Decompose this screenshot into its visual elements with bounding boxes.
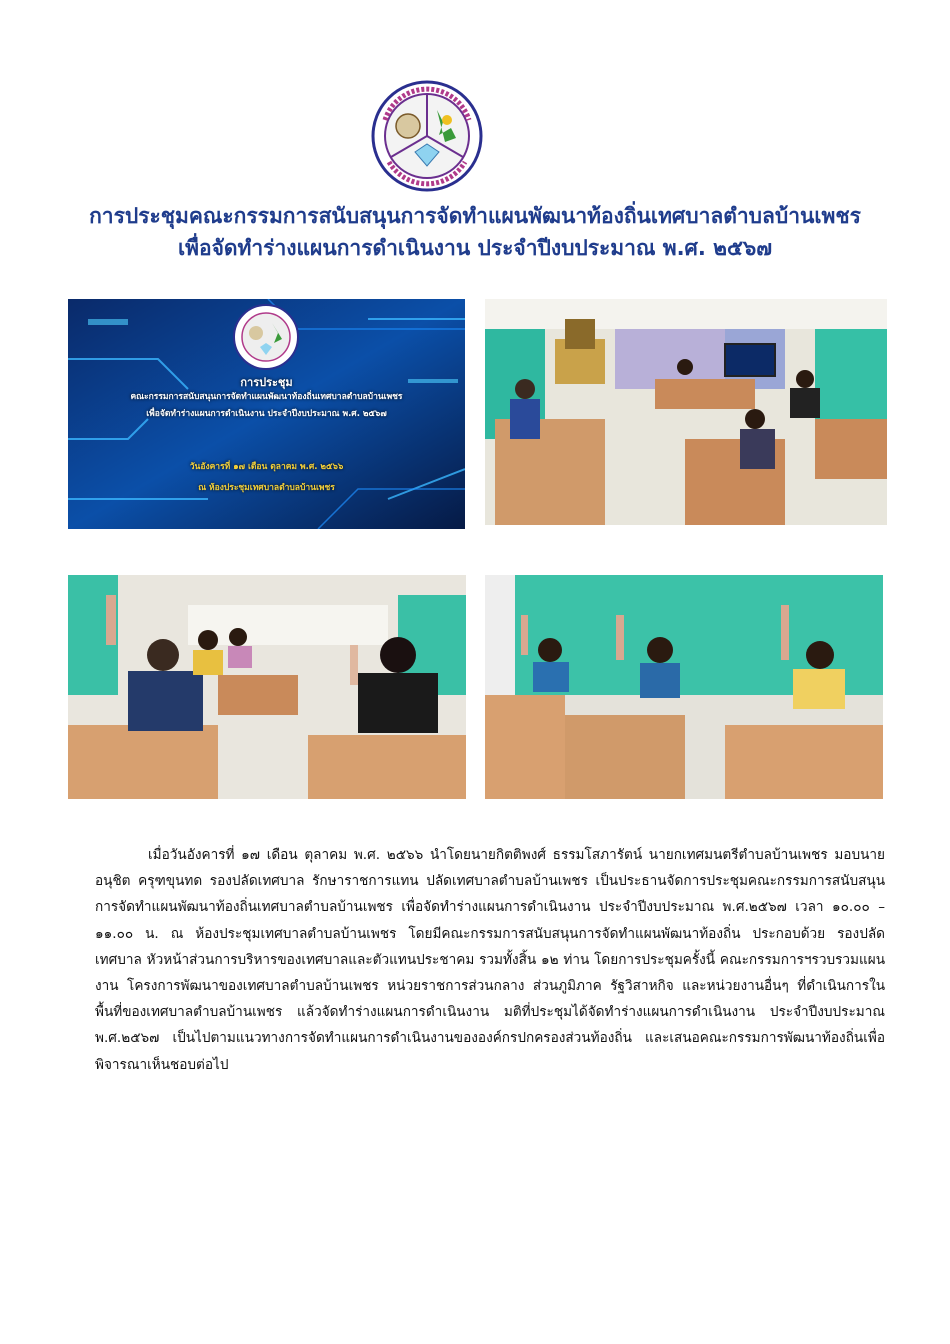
title-line-1: การประชุมคณะกรรมการสนับสนุนการจัดทำแผนพัฒนาท้องถิ่นเทศบาลตำบลบ้านเพชร: [89, 204, 861, 228]
document-title: [40, 200, 910, 264]
photo-members-voting-1: [68, 575, 466, 799]
photo-members-voting-2: [485, 575, 883, 799]
body-paragraph: [95, 842, 885, 1078]
slide-date: วันอังคารที่ ๑๗ เดือน ตุลาคม พ.ศ. ๒๕๖๖: [189, 462, 344, 472]
photo-meeting-room: [485, 299, 887, 525]
slide-heading: การประชุม: [240, 376, 293, 389]
body-paragraph-text: เมื่อวันอังคารที่ ๑๗ เดือน ตุลาคม พ.ศ. ๒๕๖๖ นำโดยนายกิตติพงศ์ ธรรมโสภารัตน์ นายกเทศมนตรีตำบลบ้านเพชร มอบนายอนุชิต ครุฑขุนทด รองปลัดเทศบาล รักษาราชการแทน ปลัดเทศบาลตำบลบ้านเพชร เป็นประธานจัดการประชุมคณะกรรมการสนับสนุนการจัดทำแผนพัฒนาท้องถิ่นเทศบาลตำบลบ้านเพชร เพื่อจัดทำร่างแผนการดำเนินงาน ประจำปีงบประมาณ พ.ศ.๒๕๖๗ เวลา ๑๐.๐๐ – ๑๑.๐๐ น. ณ ห้องประชุมเทศบาลตำบลบ้านเพชร โดยมีคณะกรรมการสนับสนุนการจัดทำแผนพัฒนาท้องถิ่น ประกอบด้วย รองปลัดเทศบาล หัวหน้าส่วนการบริหารของเทศบาลและตัวแทนประชาคม รวมทั้งสิ้น ๑๒ ท่าน โดยการประชุมครั้งนี้ คณะกรรมการฯรวบรวมแผนงาน โครงการพัฒนาของเทศบาลตำบลบ้านเพชร หน่วยราชการส่วนกลาง ส่วนภูมิภาค รัฐวิสาหกิจ และหน่วยงานอื่นๆ ที่ดำเนินการในพื้นที่ของเทศบาลตำบลบ้านเพชร แล้วจัดทำร่างแผนการดำเนินงาน มติที่ประชุมได้จัดทำร่างแผนการดำเนินงาน ประจำปีงบประมาณ พ.ศ.๒๕๖๗ เป็นไปตามแนวทางการจัดทำแผนการดำเนินงานขององค์กรปกครองส่วนท้องถิ่น และเสนอคณะกรรมการพัฒนาท้องถิ่นเพื่อพิจารณาเห็นชอบต่อไป: [95, 847, 885, 1073]
municipality-seal-logo: [371, 80, 483, 192]
photo-meeting-slide: [68, 299, 465, 529]
slide-place: ณ ห้องประชุมเทศบาลตำบลบ้านเพชร: [198, 483, 335, 493]
slide-line-2: เพื่อจัดทำร่างแผนการดำเนินงาน ประจำปีงบประมาณ พ.ศ. ๒๕๖๗: [146, 409, 387, 419]
slide-line-1: คณะกรรมการสนับสนุนการจัดทำแผนพัฒนาท้องถิ่นเทศบาลตำบลบ้านเพชร: [130, 392, 403, 402]
title-line-2: เพื่อจัดทำร่างแผนการดำเนินงาน ประจำปีงบประมาณ พ.ศ. ๒๕๖๗: [177, 236, 773, 260]
